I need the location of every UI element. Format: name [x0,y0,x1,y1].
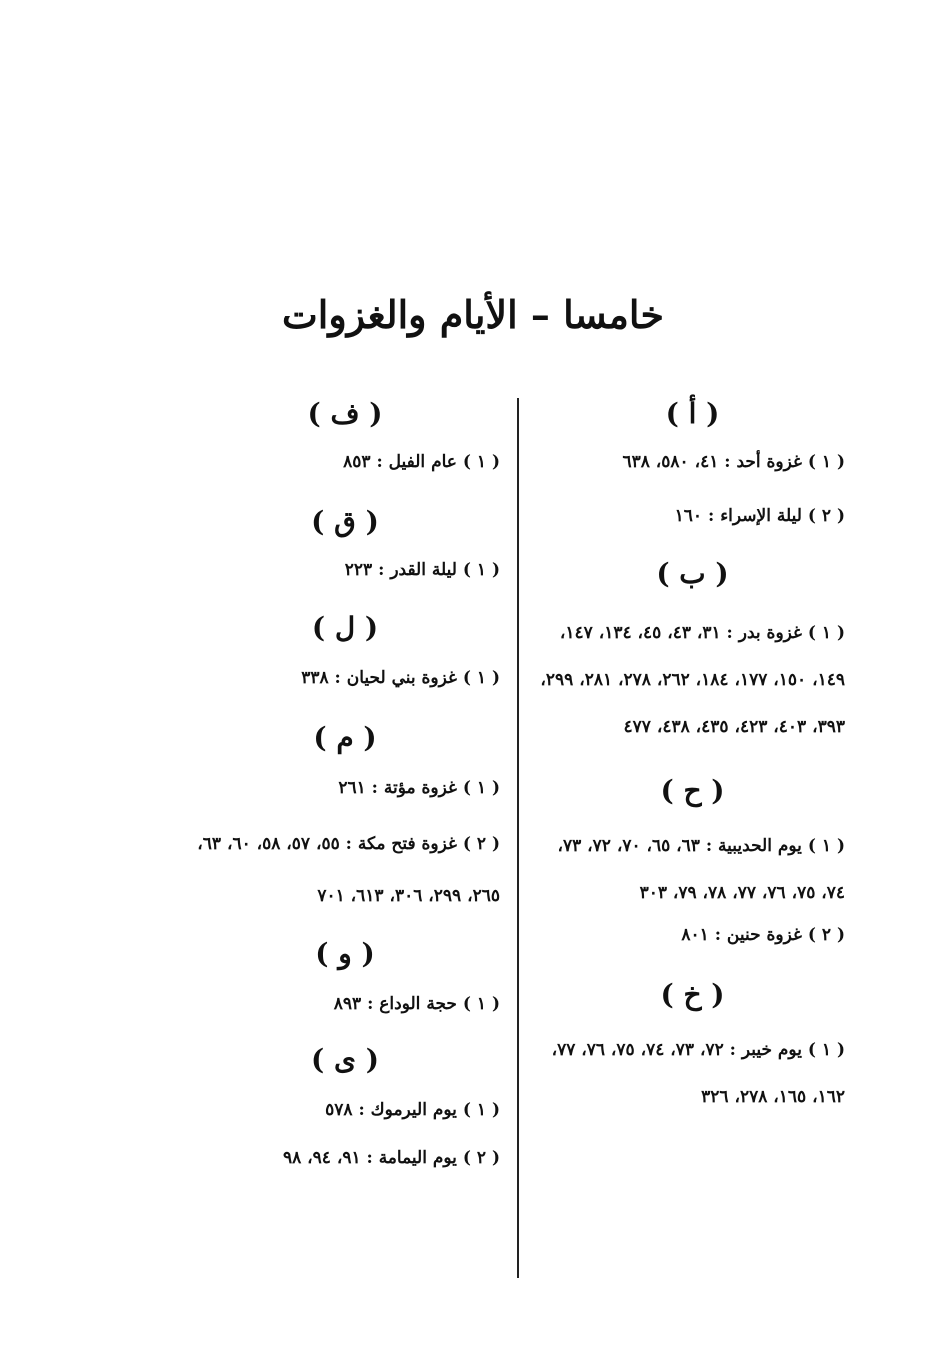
section-letter-kha: ( خ ) [660,978,725,1011]
section-letter-mim: ( م ) [313,721,377,754]
section-letter-alif: ( أ ) [665,397,720,430]
index-entry: ( ١ )يوم خيبر : ٧٢، ٧٣، ٧٤، ٧٥، ٧٦، ٧٧، ١٦٢، ١٦٥، ٢٧٨، ٣٢٦ [551,1040,845,1107]
section-letter-ha: ( ح ) [660,774,725,807]
index-entry: ( ١ )عام الفيل : ٨٥٣ [343,452,500,472]
left-column [190,392,500,1170]
index-entry: ( ٢ )غزوة حنين : ٨٠١ [681,925,845,945]
section-letter-qaf: ( ق ) [311,505,379,538]
right-column [540,392,845,1121]
page-title: خامسا – الأيام والغزوات [282,292,664,337]
section-letter-lam: ( ل ) [311,611,379,644]
section-letter-ya: ( ى ) [311,1043,379,1076]
index-entry: ( ١ )غزوة بدر : ٣١، ٤٣، ٤٥، ١٣٤، ١٤٧، ١٤٩، ١٥٠، ١٧٧، ١٨٤، ٢٦٢، ٢٧٨، ٢٨١، ٢٩٩، ٣٩٣، ٤٠٣، ٤٢٣، ٤٣٥، ٤٣٨، ٤٧٧ [540,623,845,737]
index-entry: ( ١ )غزوة مؤتة : ٢٦١ [338,778,500,798]
index-entry: ( ١ )ليلة القدر : ٢٢٣ [344,560,500,580]
column-divider [517,398,519,1278]
section-letter-ba: ( ب ) [656,557,729,590]
index-entry: ( ١ )غزوة أحد : ٤١، ٥٨٠، ٦٣٨ [622,452,845,472]
index-entry: ( ٢ )يوم اليمامة : ٩١، ٩٤، ٩٨ [282,1148,500,1168]
index-entry: ( ٢ )ليلة الإسراء : ١٦٠ [674,506,845,526]
index-entry: ( ٢ )غزوة فتح مكة : ٥٥، ٥٧، ٥٨، ٦٠، ٦٣، ٢٦٥، ٢٩٩، ٣٠٦، ٦١٣، ٧٠١ [197,834,500,906]
section-letter-waw: ( و ) [315,937,375,970]
index-entry: ( ١ )حجة الوداع : ٨٩٣ [333,994,500,1014]
index-entry: ( ١ )غزوة بني لحيان : ٣٣٨ [301,668,500,688]
index-entry: ( ١ )يوم اليرموك : ٥٧٨ [325,1100,500,1120]
index-entry: ( ١ )يوم الحديبية : ٦٣، ٦٥، ٧٠، ٧٢، ٧٣، ٧٤، ٧٥، ٧٦، ٧٧، ٧٨، ٧٩، ٣٠٣ [557,836,845,903]
section-letter-fa: ( ف ) [307,397,383,430]
